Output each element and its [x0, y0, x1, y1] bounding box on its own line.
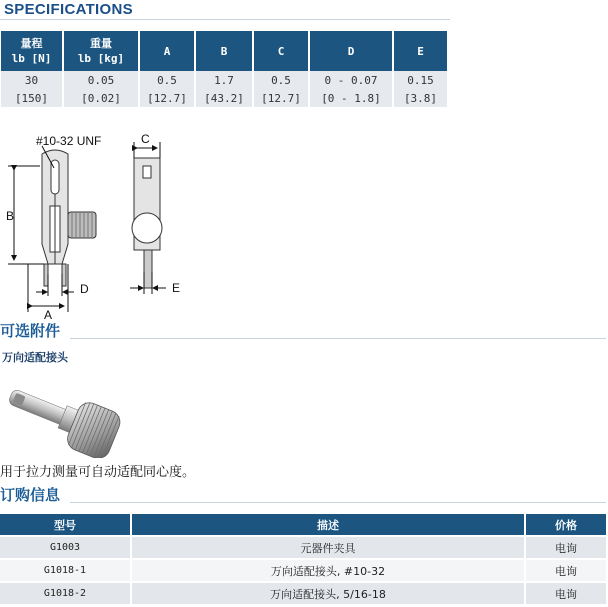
table-row	[0, 582, 606, 604]
spec-col-range-label: 量程	[20, 37, 43, 50]
spec-row-imperial	[1, 71, 447, 89]
spec-col-range	[1, 31, 63, 71]
spec-cell: 30	[1, 71, 63, 89]
spec-cell: [12.7]	[253, 89, 309, 107]
thread-label: #10-32 UNF	[36, 134, 102, 148]
ordering-divider	[70, 502, 606, 503]
order-model: G1018-1	[0, 559, 131, 582]
spec-cell: [150]	[1, 89, 63, 107]
dim-label-a: A	[44, 308, 53, 322]
spec-cell: 0.05	[63, 71, 139, 89]
spec-col-b: B	[195, 31, 253, 71]
side-view	[132, 158, 162, 288]
dim-label-c: C	[141, 132, 150, 146]
order-price: 电询	[525, 582, 606, 604]
ordering-table	[0, 514, 606, 604]
spec-cell: 0.5	[253, 71, 309, 89]
specifications-table	[1, 31, 447, 107]
accessories-title: 可选附件	[0, 322, 61, 340]
table-row	[0, 536, 606, 559]
accessory-description: 用于拉力测量可自动适配同心度。	[0, 465, 196, 480]
spec-cell: [0.02]	[63, 89, 139, 107]
dim-label-e: E	[172, 281, 181, 295]
spec-col-range-unit: lb [N]	[11, 52, 52, 65]
spec-cell: [3.8]	[393, 89, 447, 107]
spec-col-e: E	[393, 31, 447, 71]
spec-cell: [0 - 1.8]	[309, 89, 393, 107]
table-row	[0, 559, 606, 582]
spec-col-a: A	[139, 31, 195, 71]
accessory-name: 万向适配接头	[2, 351, 68, 364]
spec-col-d: D	[309, 31, 393, 71]
spec-cell: [43.2]	[195, 89, 253, 107]
order-price: 电询	[525, 559, 606, 582]
spec-cell: 1.7	[195, 71, 253, 89]
order-model: G1018-2	[0, 582, 131, 604]
order-col-model: 型号	[0, 514, 131, 536]
dim-label-b: B	[6, 209, 15, 223]
order-description: 万向适配接头, #10-32	[131, 559, 525, 582]
spec-col-weight	[63, 31, 139, 71]
specifications-heading: SPECIFICATIONS	[4, 1, 133, 18]
spec-cell: 0 - 0.07	[309, 71, 393, 89]
order-description: 元器件夹具	[131, 536, 525, 559]
order-col-price: 价格	[525, 514, 606, 536]
universal-adapter-photo	[0, 378, 132, 458]
order-description: 万向适配接头, 5/16-18	[131, 582, 525, 604]
front-view	[42, 150, 96, 286]
order-header-row	[0, 514, 606, 536]
spec-header-row	[1, 31, 447, 71]
order-col-description: 描述	[131, 514, 525, 536]
spec-cell: 0.5	[139, 71, 195, 89]
spec-row-metric	[1, 89, 447, 107]
spec-cell: [12.7]	[139, 89, 195, 107]
spec-col-weight-unit: lb [kg]	[77, 52, 125, 65]
spec-col-c: C	[253, 31, 309, 71]
order-price: 电询	[525, 536, 606, 559]
accessories-divider	[70, 338, 606, 339]
ordering-title: 订购信息	[0, 486, 61, 504]
dimension-drawing	[0, 124, 210, 322]
heading-divider	[0, 19, 450, 20]
spec-col-weight-label: 重量	[90, 37, 112, 50]
dim-label-d: D	[80, 282, 89, 296]
order-model: G1003	[0, 536, 131, 559]
spec-cell: 0.15	[393, 71, 447, 89]
